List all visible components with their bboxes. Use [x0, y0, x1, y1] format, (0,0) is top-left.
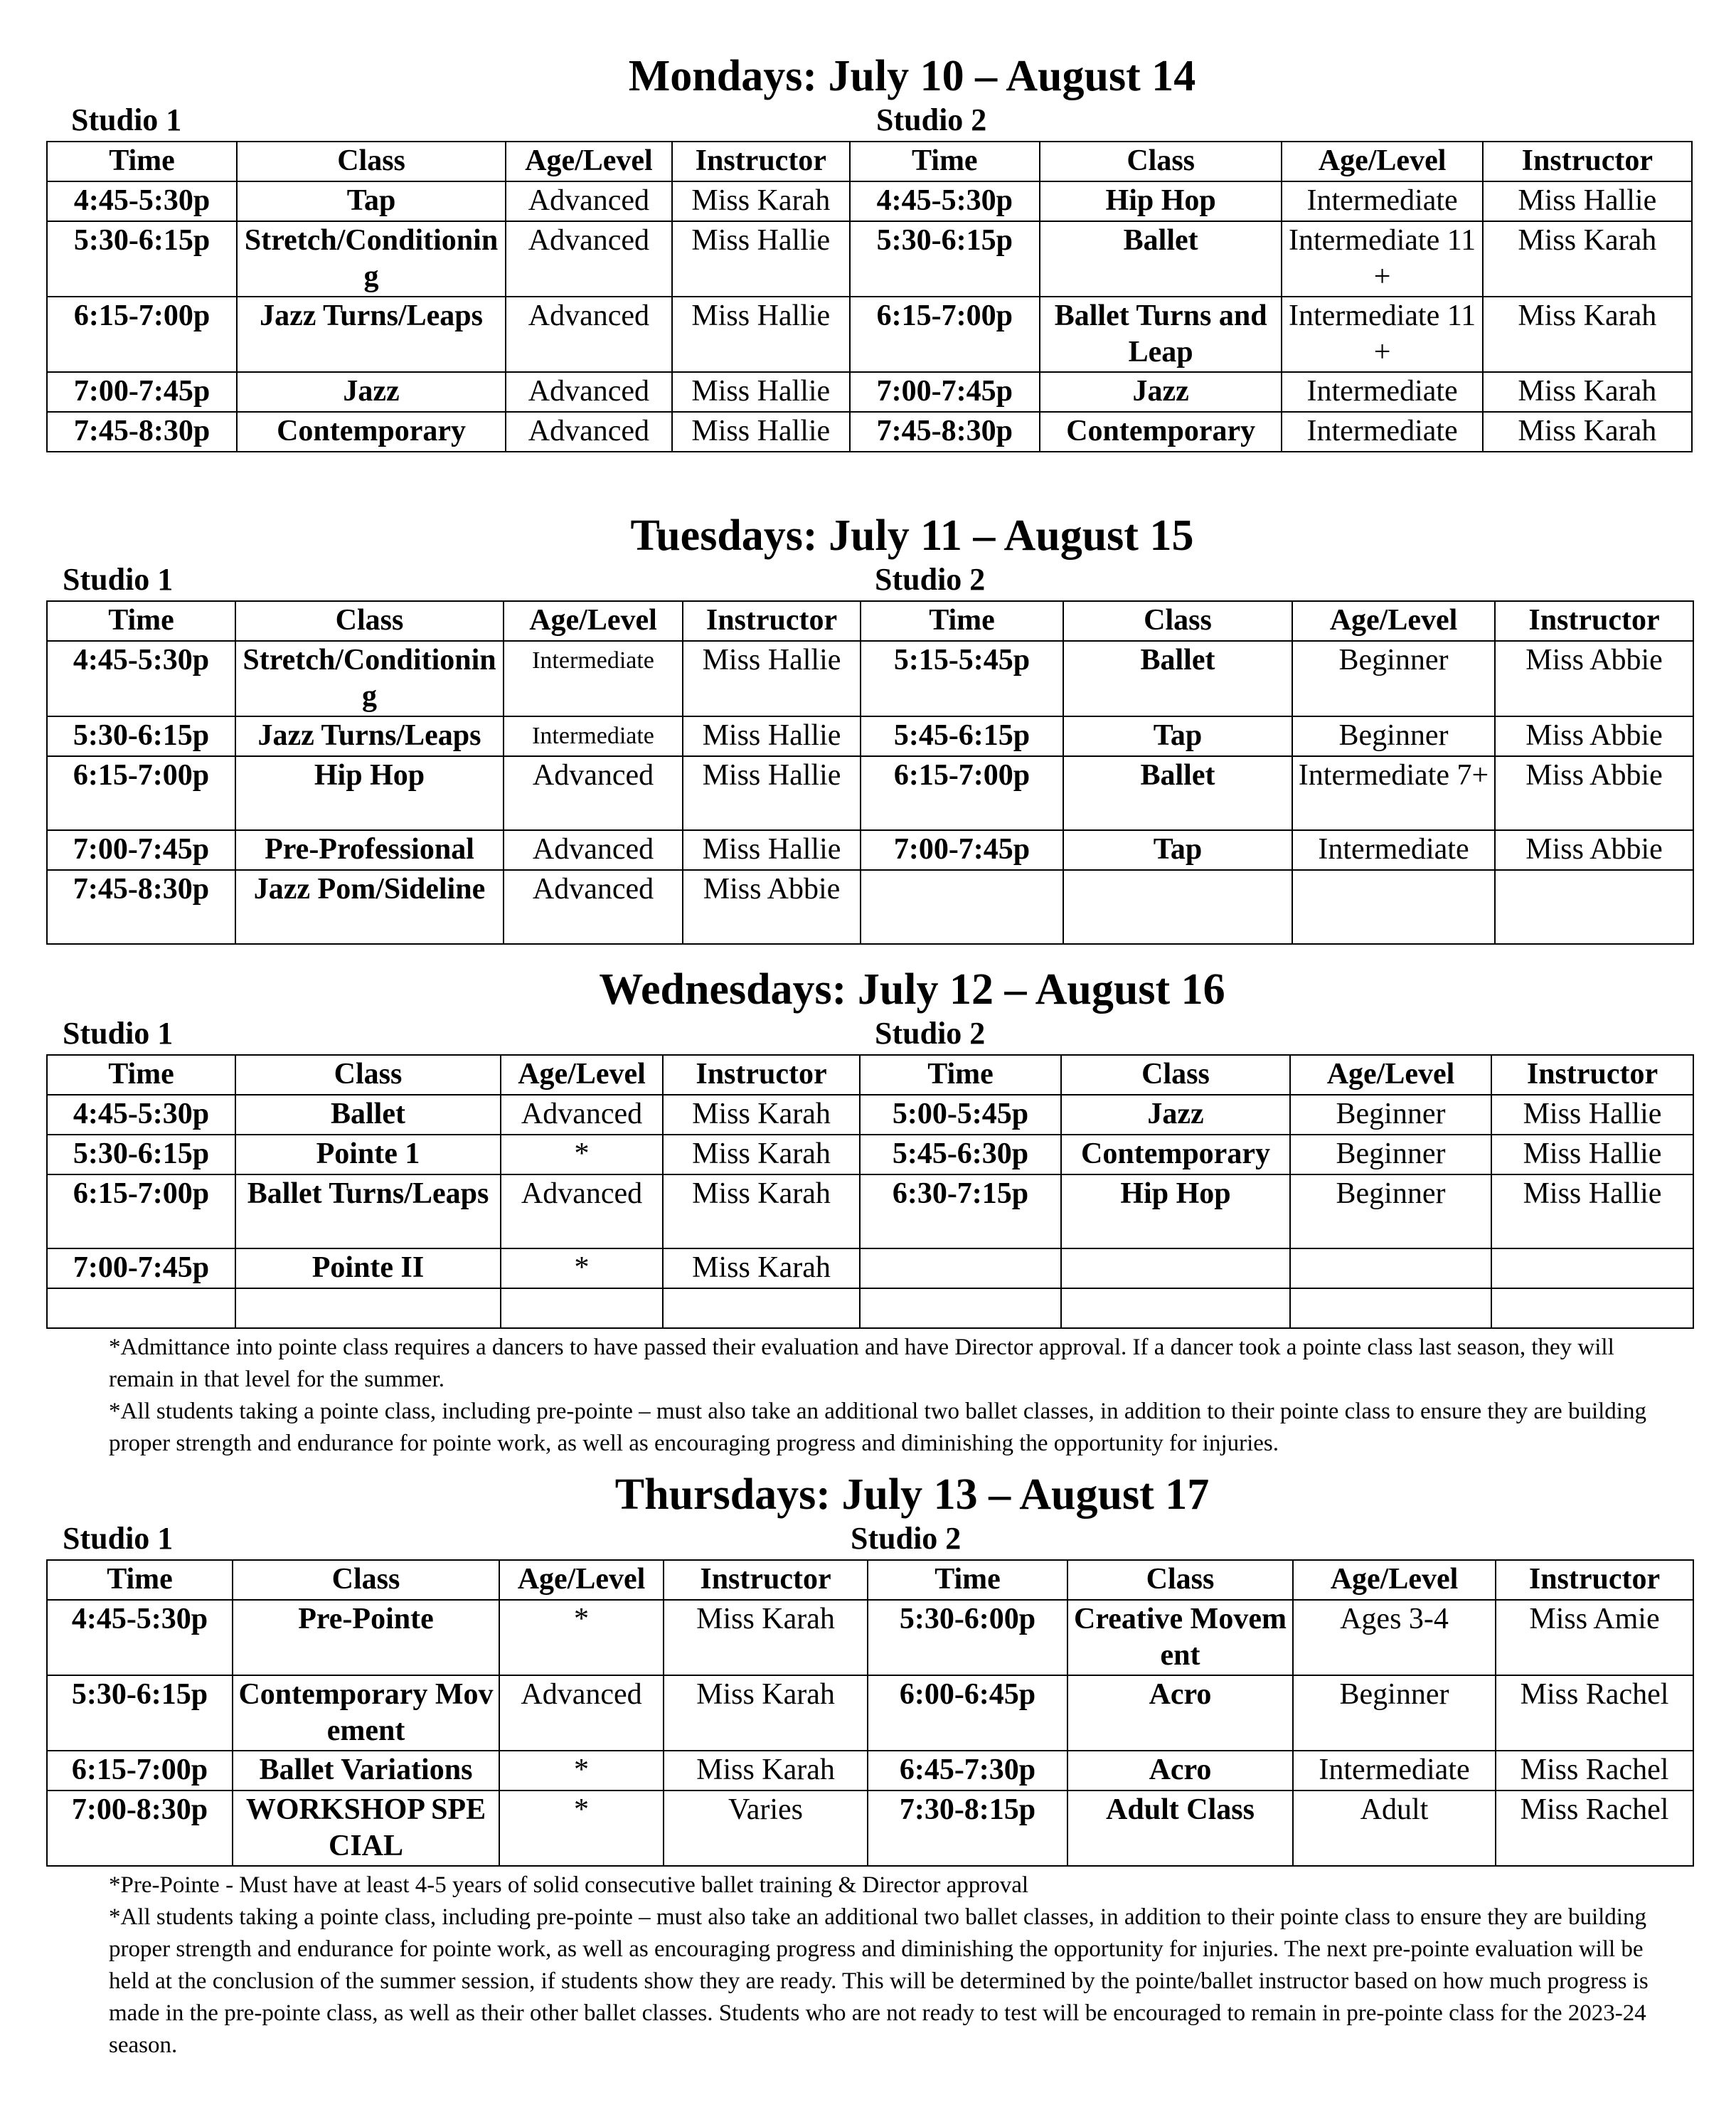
cell-instructor: Miss Hallie	[672, 372, 850, 412]
studio-2-label: Studio 2	[875, 562, 986, 597]
cell-instructor: Miss Karah	[663, 1248, 860, 1288]
cell-age-level: Intermediate 11+	[1282, 297, 1482, 372]
cell-time: 7:00-7:45p	[47, 830, 235, 870]
cell-time: 7:00-7:45p	[850, 372, 1040, 412]
cell-instructor	[1491, 1288, 1693, 1328]
cell-instructor: Miss Hallie	[672, 297, 850, 372]
cell-instructor: Miss Karah	[1483, 372, 1692, 412]
cell-time: 7:45-8:30p	[47, 412, 237, 452]
day-title: Wednesdays: July 12 – August 16	[599, 965, 1225, 1014]
table-row	[47, 1135, 1693, 1174]
cell-class: Tap	[237, 181, 506, 221]
cell-class: Acro	[1067, 1675, 1293, 1751]
cell-class: Ballet	[1063, 756, 1292, 830]
cell-age-level: Advanced	[504, 756, 683, 830]
header-time: Time	[47, 601, 235, 641]
cell-class: Jazz	[1040, 372, 1282, 412]
day-title: Tuesdays: July 11 – August 15	[630, 511, 1194, 560]
cell-age-level: Advanced	[499, 1675, 664, 1751]
cell-time: 5:30-6:15p	[850, 221, 1040, 297]
cell-age-level: Advanced	[506, 221, 672, 297]
header-time: Time	[861, 601, 1063, 641]
table-row	[47, 1675, 1693, 1751]
cell-time: 5:30-6:15p	[47, 1675, 233, 1751]
header-class: Class	[235, 1055, 501, 1095]
header-age-level: Age/Level	[499, 1560, 664, 1600]
cell-age-level: Intermediate	[1282, 372, 1482, 412]
cell-class	[1063, 870, 1292, 944]
table-row	[47, 1791, 1693, 1866]
cell-age-level: Advanced	[506, 372, 672, 412]
header-class: Class	[1061, 1055, 1290, 1095]
cell-class: Ballet	[235, 1095, 501, 1135]
table-row	[47, 412, 1692, 452]
header-age-level: Age/Level	[1293, 1560, 1496, 1600]
cell-age-level: Intermediate	[1293, 1751, 1496, 1791]
cell-instructor: Miss Karah	[664, 1751, 868, 1791]
cell-instructor: Miss Karah	[664, 1600, 868, 1675]
header-row	[47, 142, 1692, 181]
cell-class	[1061, 1248, 1290, 1288]
cell-time: 6:15-7:00p	[47, 1174, 235, 1248]
footnote-text: *Admittance into pointe class requires a dancers to have passed their evaluation and have Director approval. If a dancer took a pointe class last season, they will remain in that level for the summer.	[109, 1335, 1614, 1392]
cell-time: 5:00-5:45p	[860, 1095, 1061, 1135]
header-time: Time	[47, 1055, 235, 1095]
header-instructor: Instructor	[1496, 1560, 1693, 1600]
cell-age-level: Advanced	[504, 870, 683, 944]
cell-instructor: Miss Karah	[663, 1174, 860, 1248]
cell-instructor: Miss Hallie	[683, 830, 861, 870]
cell-age-level: Intermediate	[1282, 412, 1482, 452]
header-row	[47, 1055, 1693, 1095]
cell-time: 6:45-7:30p	[868, 1751, 1067, 1791]
header-instructor: Instructor	[1495, 601, 1693, 641]
cell-time: 5:30-6:15p	[47, 716, 235, 756]
cell-class: Pre-Professional	[235, 830, 504, 870]
cell-time: 7:30-8:15p	[868, 1791, 1067, 1866]
studio-1-label: Studio 1	[63, 1521, 174, 1556]
cell-time: 4:45-5:30p	[47, 181, 237, 221]
cell-age-level: *	[499, 1791, 664, 1866]
cell-age-level: Intermediate	[504, 641, 683, 716]
cell-class: WORKSHOP SPECIAL	[233, 1791, 499, 1866]
cell-time: 5:45-6:15p	[861, 716, 1063, 756]
cell-class: Jazz	[1061, 1095, 1290, 1135]
day-title: Mondays: July 10 – August 14	[628, 52, 1196, 100]
cell-time: 4:45-5:30p	[47, 1095, 235, 1135]
table-row	[47, 756, 1693, 830]
cell-instructor: Miss Rachel	[1496, 1791, 1693, 1866]
studio-labels	[46, 1519, 1693, 1559]
cell-age-level: Advanced	[501, 1095, 663, 1135]
cell-age-level: Advanced	[506, 297, 672, 372]
cell-time: 7:00-7:45p	[47, 1248, 235, 1288]
table-row	[47, 221, 1692, 297]
cell-age-level: Intermediate	[504, 716, 683, 756]
cell-class: Contemporary	[1061, 1135, 1290, 1174]
studio-1-label: Studio 1	[63, 1016, 174, 1051]
cell-instructor: Miss Hallie	[1491, 1095, 1693, 1135]
cell-class: Adult Class	[1067, 1791, 1293, 1866]
table-row	[47, 830, 1693, 870]
cell-age-level: Beginner	[1290, 1174, 1491, 1248]
cell-class: Pointe 1	[235, 1135, 501, 1174]
cell-class: Ballet Turns/Leaps	[235, 1174, 501, 1248]
table-row	[47, 297, 1692, 372]
cell-age-level: Intermediate	[1292, 830, 1495, 870]
cell-time: 5:30-6:15p	[47, 221, 237, 297]
cell-instructor	[1495, 870, 1693, 944]
cell-class: Ballet	[1063, 641, 1292, 716]
header-class: Class	[1063, 601, 1292, 641]
cell-age-level: Intermediate 11+	[1282, 221, 1482, 297]
cell-instructor: Miss Karah	[663, 1095, 860, 1135]
header-class: Class	[1067, 1560, 1293, 1600]
footnote	[109, 1332, 1659, 1460]
table-row	[47, 1600, 1693, 1675]
cell-time: 5:45-6:30p	[860, 1135, 1061, 1174]
cell-instructor: Miss Abbie	[683, 870, 861, 944]
header-age-level: Age/Level	[501, 1055, 663, 1095]
footnote-text: *Pre-Pointe - Must have at least 4-5 years of solid consecutive ballet training & Director approval	[109, 1872, 1029, 1898]
cell-class: Contemporary	[1040, 412, 1282, 452]
cell-instructor: Miss Rachel	[1496, 1751, 1693, 1791]
cell-instructor: Miss Hallie	[683, 756, 861, 830]
cell-time: 7:45-8:30p	[47, 870, 235, 944]
cell-time: 5:15-5:45p	[861, 641, 1063, 716]
cell-class: Tap	[1063, 716, 1292, 756]
table-row	[47, 1751, 1693, 1791]
cell-age-level: Advanced	[506, 181, 672, 221]
header-age-level: Age/Level	[506, 142, 672, 181]
cell-class: Hip Hop	[1061, 1174, 1290, 1248]
footnote	[109, 1869, 1659, 2062]
cell-time: 6:15-7:00p	[850, 297, 1040, 372]
cell-instructor: Miss Rachel	[1496, 1675, 1693, 1751]
cell-instructor: Miss Karah	[1483, 221, 1692, 297]
cell-age-level: Beginner	[1292, 641, 1495, 716]
table-row	[47, 372, 1692, 412]
cell-time	[861, 870, 1063, 944]
day-section	[46, 511, 1693, 945]
cell-age-level: Advanced	[506, 412, 672, 452]
cell-instructor: Varies	[664, 1791, 868, 1866]
cell-time	[47, 1288, 235, 1328]
cell-time: 6:15-7:00p	[47, 297, 237, 372]
table-row	[47, 641, 1693, 716]
cell-class: Hip Hop	[235, 756, 504, 830]
day-section	[46, 965, 1693, 1460]
cell-instructor: Miss Karah	[664, 1675, 868, 1751]
studio-1-label: Studio 1	[71, 102, 182, 137]
cell-class: Jazz Pom/Sideline	[235, 870, 504, 944]
cell-instructor: Miss Hallie	[683, 716, 861, 756]
header-instructor: Instructor	[683, 601, 861, 641]
schedule-table	[46, 141, 1693, 452]
cell-class: Contemporary Movement	[233, 1675, 499, 1751]
cell-age-level: Beginner	[1292, 716, 1495, 756]
table-row	[47, 716, 1693, 756]
cell-age-level: Ages 3-4	[1293, 1600, 1496, 1675]
cell-class: Pointe II	[235, 1248, 501, 1288]
cell-class: Ballet Variations	[233, 1751, 499, 1791]
header-age-level: Age/Level	[504, 601, 683, 641]
cell-age-level: *	[499, 1751, 664, 1791]
cell-time	[860, 1248, 1061, 1288]
cell-instructor	[663, 1288, 860, 1328]
header-instructor: Instructor	[672, 142, 850, 181]
cell-age-level: Beginner	[1290, 1135, 1491, 1174]
cell-time: 7:45-8:30p	[850, 412, 1040, 452]
studio-2-label: Studio 2	[876, 102, 987, 137]
cell-class	[1061, 1288, 1290, 1328]
cell-instructor: Miss Karah	[663, 1135, 860, 1174]
cell-time: 6:00-6:45p	[868, 1675, 1067, 1751]
cell-time: 4:45-5:30p	[850, 181, 1040, 221]
header-time: Time	[47, 142, 237, 181]
day-title: Thursdays: July 13 – August 17	[614, 1470, 1210, 1519]
cell-age-level: Adult	[1293, 1791, 1496, 1866]
cell-age-level: Advanced	[504, 830, 683, 870]
cell-time: 7:00-7:45p	[861, 830, 1063, 870]
cell-class	[235, 1288, 501, 1328]
table-row	[47, 1174, 1693, 1248]
cell-time: 6:15-7:00p	[861, 756, 1063, 830]
table-row	[47, 1095, 1693, 1135]
header-instructor: Instructor	[663, 1055, 860, 1095]
cell-instructor: Miss Amie	[1496, 1600, 1693, 1675]
table-row	[47, 870, 1693, 944]
cell-class: Stretch/Conditioning	[237, 221, 506, 297]
cell-class: Hip Hop	[1040, 181, 1282, 221]
cell-class: Ballet	[1040, 221, 1282, 297]
cell-instructor: Miss Hallie	[1491, 1174, 1693, 1248]
cell-instructor: Miss Abbie	[1495, 716, 1693, 756]
cell-class: Jazz	[237, 372, 506, 412]
cell-class: Tap	[1063, 830, 1292, 870]
cell-age-level: Beginner	[1293, 1675, 1496, 1751]
cell-instructor: Miss Karah	[1483, 412, 1692, 452]
cell-time: 5:30-6:15p	[47, 1135, 235, 1174]
studio-2-label: Studio 2	[875, 1016, 986, 1051]
cell-class: Creative Movement	[1067, 1600, 1293, 1675]
cell-instructor: Miss Hallie	[672, 412, 850, 452]
cell-time: 6:15-7:00p	[47, 756, 235, 830]
cell-time	[860, 1288, 1061, 1328]
cell-class: Ballet Turns and Leap	[1040, 297, 1282, 372]
cell-time: 4:45-5:30p	[47, 641, 235, 716]
day-section	[46, 1470, 1693, 2062]
header-instructor: Instructor	[1483, 142, 1692, 181]
cell-age-level	[1290, 1248, 1491, 1288]
cell-instructor: Miss Abbie	[1495, 830, 1693, 870]
header-class: Class	[233, 1560, 499, 1600]
header-time: Time	[860, 1055, 1061, 1095]
header-time: Time	[868, 1560, 1067, 1600]
cell-age-level: *	[499, 1600, 664, 1675]
schedule-table	[46, 1559, 1694, 1867]
cell-instructor: Miss Abbie	[1495, 641, 1693, 716]
cell-instructor: Miss Hallie	[672, 221, 850, 297]
schedule-table	[46, 1054, 1694, 1329]
studio-2-label: Studio 2	[851, 1521, 962, 1556]
studio-labels	[46, 1014, 1693, 1054]
cell-age-level: Beginner	[1290, 1095, 1491, 1135]
table-row	[47, 1248, 1693, 1288]
header-age-level: Age/Level	[1290, 1055, 1491, 1095]
cell-age-level	[1290, 1288, 1491, 1328]
cell-class: Jazz Turns/Leaps	[237, 297, 506, 372]
cell-instructor: Miss Hallie	[683, 641, 861, 716]
day-section	[46, 51, 1693, 452]
cell-time: 6:30-7:15p	[860, 1174, 1061, 1248]
header-age-level: Age/Level	[1282, 142, 1482, 181]
header-time: Time	[47, 1560, 233, 1600]
cell-age-level	[501, 1288, 663, 1328]
cell-instructor: Miss Hallie	[1491, 1135, 1693, 1174]
cell-instructor: Miss Karah	[1483, 297, 1692, 372]
cell-age-level	[1292, 870, 1495, 944]
cell-time: 7:00-7:45p	[47, 372, 237, 412]
cell-instructor	[1491, 1248, 1693, 1288]
header-class: Class	[237, 142, 506, 181]
cell-class: Jazz Turns/Leaps	[235, 716, 504, 756]
header-age-level: Age/Level	[1292, 601, 1495, 641]
studio-1-label: Studio 1	[63, 562, 174, 597]
header-class: Class	[235, 601, 504, 641]
cell-instructor: Miss Hallie	[1483, 181, 1692, 221]
cell-class: Contemporary	[237, 412, 506, 452]
studio-labels	[46, 561, 1693, 600]
cell-age-level: Intermediate 7+	[1292, 756, 1495, 830]
cell-time: 6:15-7:00p	[47, 1751, 233, 1791]
cell-time: 7:00-8:30p	[47, 1791, 233, 1866]
cell-age-level: *	[501, 1135, 663, 1174]
cell-instructor: Miss Karah	[672, 181, 850, 221]
cell-age-level: Intermediate	[1282, 181, 1482, 221]
studio-labels	[46, 101, 1693, 141]
cell-time: 4:45-5:30p	[47, 1600, 233, 1675]
header-class: Class	[1040, 142, 1282, 181]
table-row	[47, 181, 1692, 221]
table-row	[47, 1288, 1693, 1328]
header-instructor: Instructor	[664, 1560, 868, 1600]
cell-age-level: Advanced	[501, 1174, 663, 1248]
schedule-table	[46, 600, 1694, 945]
cell-instructor: Miss Abbie	[1495, 756, 1693, 830]
cell-class: Stretch/Conditioning	[235, 641, 504, 716]
header-row	[47, 1560, 1693, 1600]
cell-time: 5:30-6:00p	[868, 1600, 1067, 1675]
footnote-text: *All students taking a pointe class, including pre-pointe – must also take an additional two ballet classes, in addition to their pointe class to ensure they are building proper strength and endurance for pointe work, as well as encouraging progress and diminishing the opportunity for injuries.	[109, 1399, 1646, 1456]
cell-class: Pre-Pointe	[233, 1600, 499, 1675]
header-row	[47, 601, 1693, 641]
cell-class: Acro	[1067, 1751, 1293, 1791]
footnote-text: *All students taking a pointe class, including pre-pointe – must also take an additional two ballet classes, in addition to their pointe class to ensure they are building proper strength and endurance for pointe work, as well as encouraging progress and diminishing the opportunity for injuries. The next pre-pointe evaluation will be held at the conclusion of the summer session, if students show they are ready. This will be determined by the pointe/ballet instructor based on how much progress is made in the pre-pointe class, as well as their other ballet classes. Students who are not ready to test will be encouraged to remain in pre-pointe class for the 2023-24 season.	[109, 1904, 1649, 2058]
header-time: Time	[850, 142, 1040, 181]
cell-age-level: *	[501, 1248, 663, 1288]
header-instructor: Instructor	[1491, 1055, 1693, 1095]
